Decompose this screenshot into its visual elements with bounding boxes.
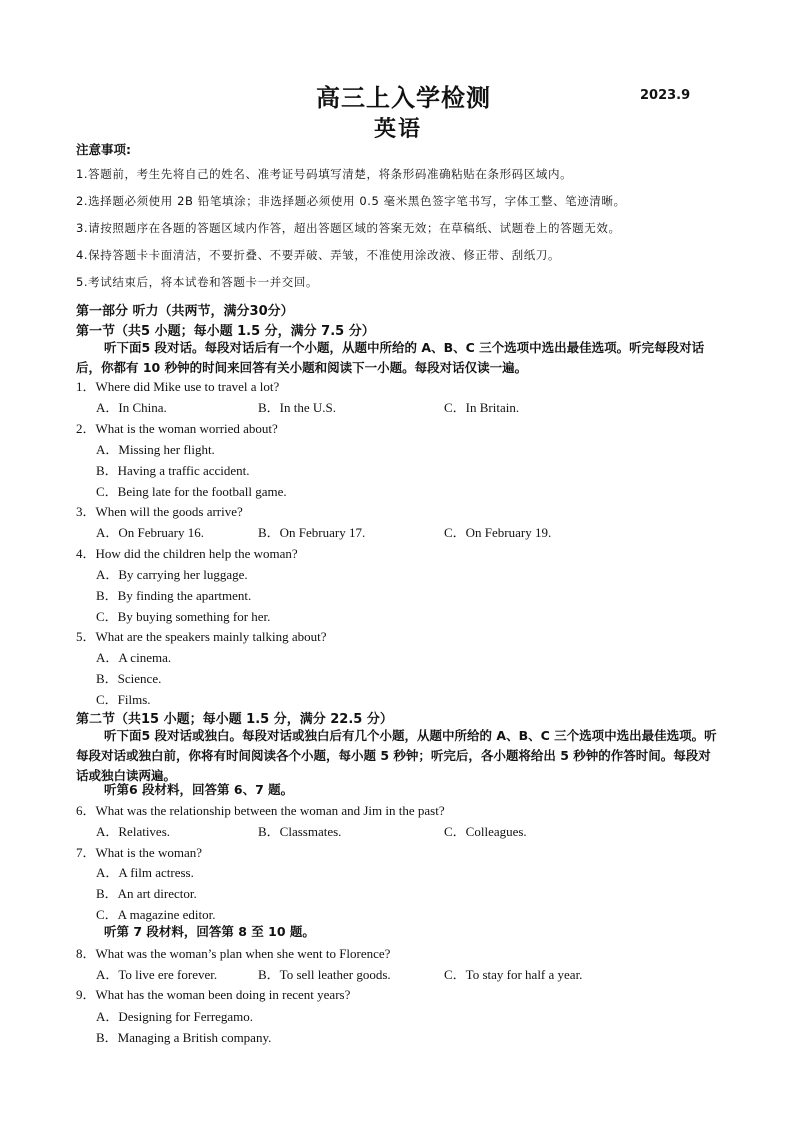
- q4-option-c: C．By buying something for her.: [96, 609, 271, 624]
- q2-option-b: B．Having a traffic accident.: [96, 463, 250, 478]
- note-item-5: 5.考试结束后，将本试卷和答题卡一并交回。: [76, 275, 319, 289]
- exam-date: 2023.9: [640, 88, 691, 103]
- material7-intro: 听第 7 段材料，回答第 8 至 10 题。: [104, 924, 315, 939]
- q2-option-c: C．Being late for the football game.: [96, 484, 287, 499]
- q5-option-c: C．Films.: [96, 692, 151, 707]
- q8-option-c: C．To stay for half a year.: [444, 967, 583, 982]
- q7-option-c: C．A magazine editor.: [96, 907, 216, 922]
- note-item-2: 2.选择题必须使用 2B 铅笔填涂；非选择题必须使用 0.5 毫米黑色签字笔书写，字体工整、笔迹清晰。: [76, 194, 626, 208]
- q1-option-c: C．In Britain.: [444, 400, 520, 415]
- q7-option-a: A．A film actress.: [96, 865, 194, 880]
- question-9: 9．What has the woman been doing in recent years?: [76, 987, 351, 1002]
- q3-option-a: A．On February 16.: [96, 525, 204, 540]
- question-5: 5．What are the speakers mainly talking about?: [76, 629, 327, 644]
- question-6: 6．What was the relationship between the woman and Jim in the past?: [76, 803, 445, 818]
- question-1: 1．Where did Mike use to travel a lot?: [76, 379, 280, 394]
- q1-option-a: A．In China.: [96, 400, 167, 415]
- q3-option-b: B．On February 17.: [258, 525, 366, 540]
- q9-option-b: B．Managing a British company.: [96, 1030, 272, 1045]
- exam-subject: 英语: [374, 117, 423, 142]
- q8-option-b: B．To sell leather goods.: [258, 967, 391, 982]
- question-8: 8．What was the woman’s plan when she went to Florence?: [76, 946, 391, 961]
- note-item-4: 4.保持答题卡卡面清洁，不要折叠、不要弄破、弄皱，不准使用涂改液、修正带、刮纸刀。: [76, 248, 561, 262]
- exam-title: 高三上入学检测: [316, 84, 491, 112]
- section1-directions: 听下面5 段对话。每段对话后有一个小题，从题中所给的 A、B、C 三个选项中选出最佳选项。听完每段对话后，你都有 10 秒钟的时间来回答有关小题和阅读下一小题。每段对话仅读一遍。: [76, 340, 705, 375]
- q6-option-a: A．Relatives.: [96, 824, 171, 839]
- material6-intro: 听第6 段材料，回答第 6、7 题。: [104, 782, 294, 797]
- note-item-3: 3.请按照题序在各题的答题区域内作答，超出答题区域的答案无效；在草稿纸、试题卷上的答题无效。: [76, 221, 621, 235]
- q2-option-a: A．Missing her flight.: [96, 442, 215, 457]
- question-3: 3．When will the goods arrive?: [76, 504, 243, 519]
- q4-option-b: B．By finding the apartment.: [96, 588, 252, 603]
- question-2: 2．What is the woman worried about?: [76, 421, 278, 436]
- q8-option-a: A．To live ere forever.: [96, 967, 218, 982]
- question-4: 4．How did the children help the woman?: [76, 546, 298, 561]
- q1-option-b: B．In the U.S.: [258, 400, 337, 415]
- section2-heading: 第二节（共15 小题；每小题 1.5 分，满分 22.5 分）: [76, 712, 393, 727]
- note-item-1: 1.答题前，考生先将自己的姓名、准考证号码填写清楚，将条形码准确粘贴在条形码区域内。: [76, 167, 573, 181]
- q6-option-b: B．Classmates.: [258, 824, 342, 839]
- section2-directions: 听下面5 段对话或独白。每段对话或独白后有几个小题，从题中所给的 A、B、C 三个选项中选出最佳选项。听每段对话或独白前，你将有时间阅读各个小题，每小题 5 秒钟；听完后，各小题将给出 5 秒钟的作答时间。每段对话或独白读两遍。: [76, 728, 717, 783]
- q5-option-a: A．A cinema.: [96, 650, 172, 665]
- q7-option-b: B．An art director.: [96, 886, 197, 901]
- section1-heading: 第一节（共5 小题；每小题 1.5 分，满分 7.5 分）: [76, 324, 375, 339]
- part1-heading: 第一部分 听力（共两节，满分30分）: [76, 304, 294, 319]
- question-7: 7．What is the woman?: [76, 845, 202, 860]
- q6-option-c: C．Colleagues.: [444, 824, 527, 839]
- q9-option-a: A．Designing for Ferregamo.: [96, 1009, 254, 1024]
- q5-option-b: B．Science.: [96, 671, 162, 686]
- notes-heading: 注意事项:: [76, 142, 131, 157]
- q3-option-c: C．On February 19.: [444, 525, 552, 540]
- q4-option-a: A．By carrying her luggage.: [96, 567, 248, 582]
